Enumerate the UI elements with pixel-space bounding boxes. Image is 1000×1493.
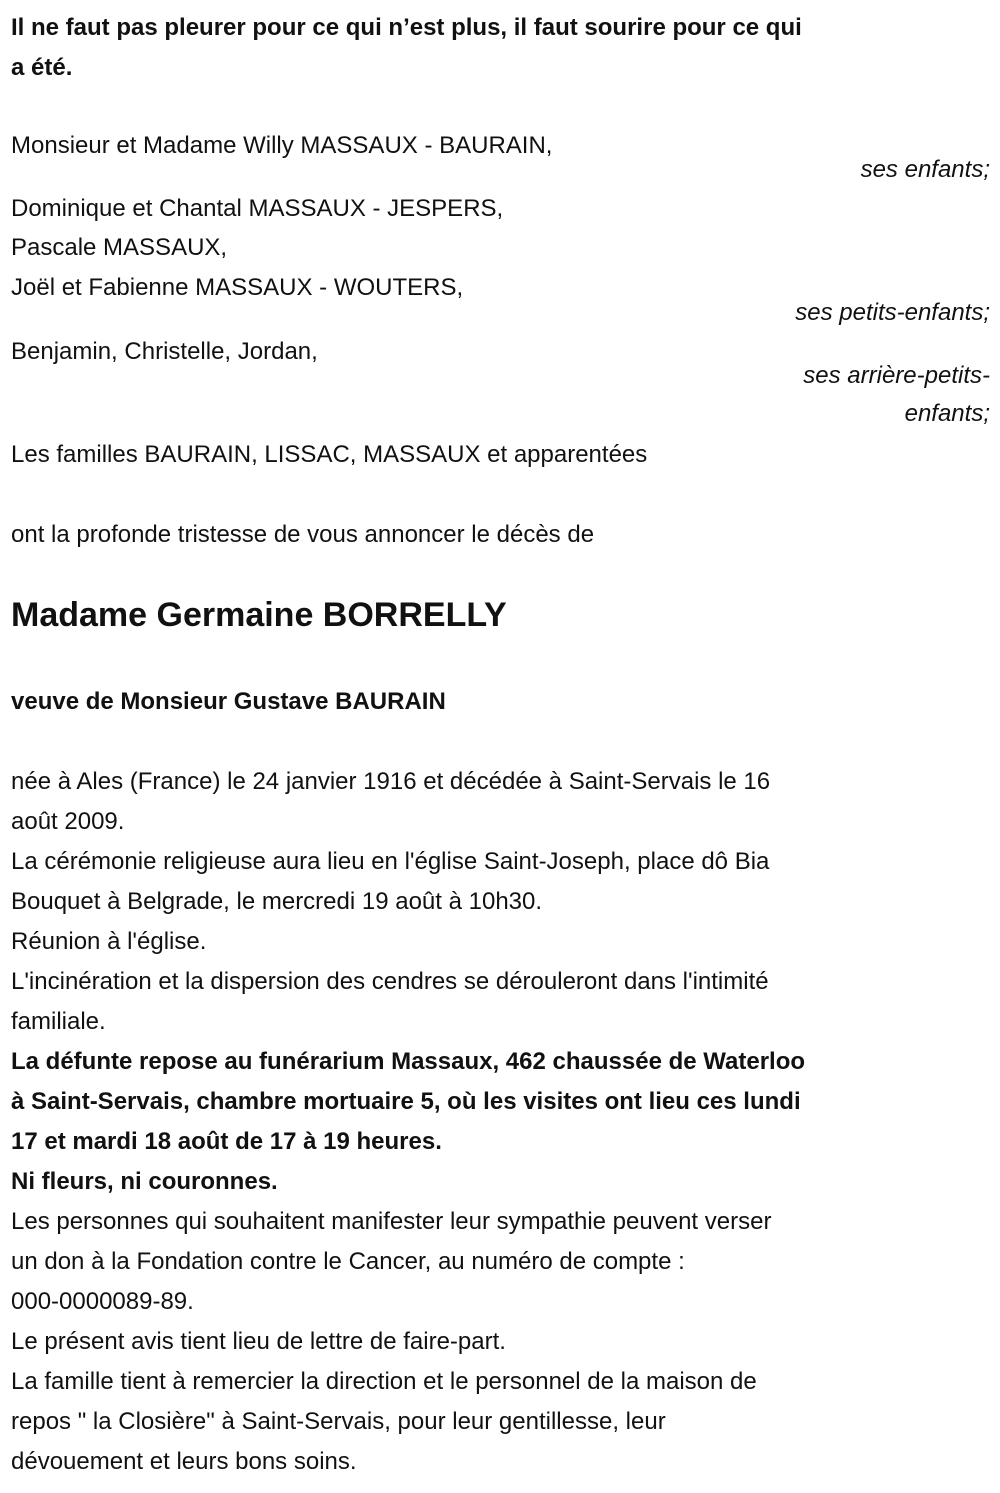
- great-grandchildren-label: enfants;: [904, 400, 990, 427]
- families-line: Les familles BAURAIN, LISSAC, MASSAUX et apparentées: [11, 441, 648, 468]
- grandchild-line: Joël et Fabienne MASSAUX - WOUTERS,: [11, 274, 464, 301]
- body-line: dévouement et leurs bons soins.: [11, 1448, 357, 1475]
- body-line: La cérémonie religieuse aura lieu en l'église Saint-Joseph, place dô Bia: [11, 848, 770, 875]
- quote-line: Il ne faut pas pleurer pour ce qui n’est plus, il faut sourire pour ce qui: [11, 14, 802, 41]
- body-line: née à Ales (France) le 24 janvier 1916 et décédée à Saint-Servais le 16: [11, 768, 771, 795]
- body-line: 17 et mardi 18 août de 17 à 19 heures.: [11, 1128, 442, 1155]
- body-line: Bouquet à Belgrade, le mercredi 19 août à 10h30.: [11, 888, 543, 915]
- body-line: repos " la Closière" à Saint-Servais, pour leur gentillesse, leur: [11, 1408, 666, 1435]
- body-line: Le présent avis tient lieu de lettre de faire-part.: [11, 1328, 506, 1355]
- body-line: 000-0000089-89.: [11, 1288, 194, 1315]
- grandchild-line: Pascale MASSAUX,: [11, 234, 228, 261]
- body-line: août 2009.: [11, 808, 125, 835]
- body-line: Ni fleurs, ni couronnes.: [11, 1168, 278, 1195]
- grandchild-line: Dominique et Chantal MASSAUX - JESPERS,: [11, 195, 504, 222]
- widow-of: veuve de Monsieur Gustave BAURAIN: [11, 688, 446, 715]
- deceased-name: Madame Germaine BORRELLY: [11, 596, 507, 634]
- announcement: ont la profonde tristesse de vous annoncer le décès de: [11, 521, 595, 548]
- grandchildren-label: ses petits-enfants;: [795, 299, 990, 326]
- quote-line: a été.: [11, 54, 73, 81]
- body-line: Réunion à l'église.: [11, 928, 207, 955]
- children-names: Monsieur et Madame Willy MASSAUX - BAURAIN,: [11, 132, 553, 159]
- body-line: La défunte repose au funérarium Massaux, 462 chaussée de Waterloo: [11, 1048, 806, 1075]
- body-line: à Saint-Servais, chambre mortuaire 5, où les visites ont lieu ces lundi: [11, 1088, 801, 1115]
- great-grandchildren-names: Benjamin, Christelle, Jordan,: [11, 338, 318, 365]
- body-line: un don à la Fondation contre le Cancer, au numéro de compte :: [11, 1248, 685, 1275]
- body-line: familiale.: [11, 1008, 106, 1035]
- body-line: L'incinération et la dispersion des cendres se dérouleront dans l'intimité: [11, 968, 769, 995]
- children-label: ses enfants;: [860, 156, 990, 183]
- body-line: Les personnes qui souhaitent manifester leur sympathie peuvent verser: [11, 1208, 772, 1235]
- body-line: La famille tient à remercier la direction et le personnel de la maison de: [11, 1368, 757, 1395]
- great-grandchildren-label: ses arrière-petits-: [803, 362, 990, 389]
